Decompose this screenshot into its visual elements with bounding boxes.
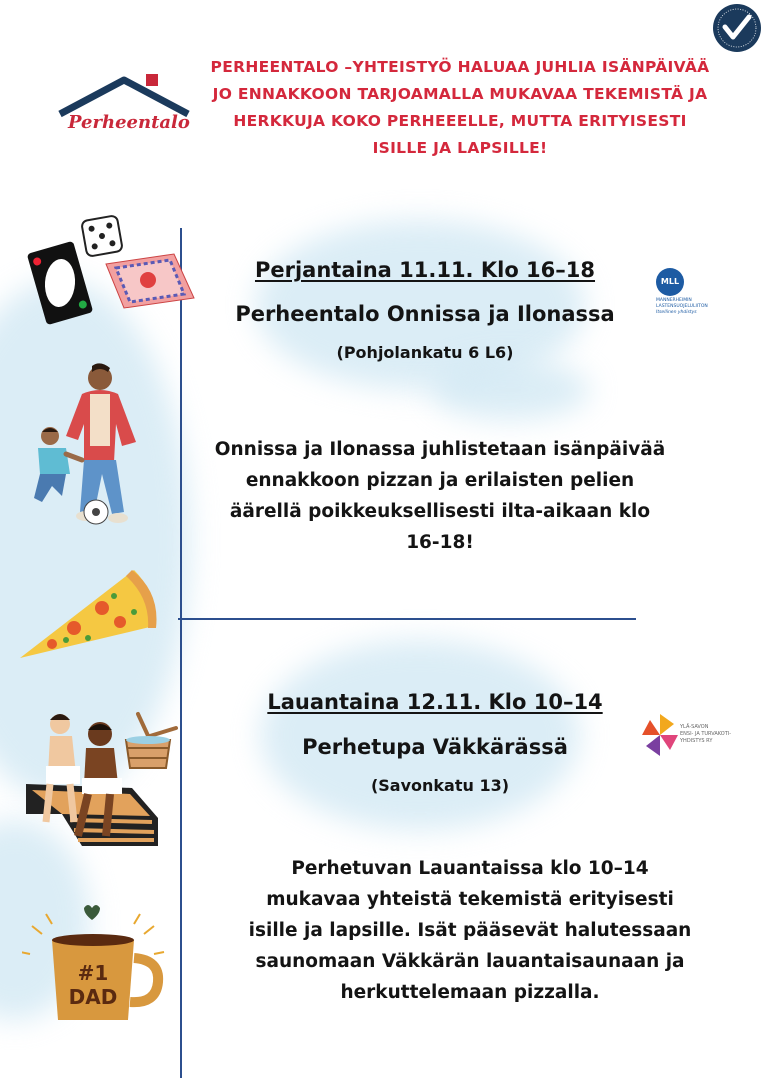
event1-address: (Pohjolankatu 6 L6) [336,343,514,362]
pinwheel-icon [640,712,680,758]
horizontal-divider [178,618,636,620]
event2-date: Lauantaina 12.11. Klo 10–14 [267,690,603,714]
dad-mug-icon [22,904,170,1028]
event2-body [200,853,740,1008]
event2-place: Perhetupa Väkkärässä [302,735,568,759]
mug-text-line1: #1 [77,961,109,985]
intro-heading [190,54,730,162]
event1-place: Perheentalo Onnissa ja Ilonassa [235,302,615,326]
father-son-soccer-icon [26,362,152,534]
ensi-turvakoti-logo [640,712,750,760]
event1-body-line: äärellä poikkeuksellisesti ilta-aikaan klo [229,501,651,522]
mll-logo [656,268,740,318]
pizza-slice-icon [16,566,162,664]
event2-address: (Savonkatu 13) [370,776,510,795]
intro-line: ISILLE JA LAPSILLE! [372,139,548,157]
event1-body-line: Onnissa ja Ilonassa juhlistetaan isänpäivää [214,439,666,460]
mll-logo-line: LASTENSUOJELULIITON [656,304,708,309]
event1-body [190,434,690,558]
event2-body-line: herkuttelemaan pizzalla. [340,982,600,1003]
mug-text-line2: DAD [68,985,118,1009]
event1-body-line: 16-18! [406,532,474,553]
event1-date: Perjantaina 11.11. Klo 16–18 [254,258,596,282]
ensi-logo-line: YLÄ-SAVON [680,724,709,730]
mll-logo-abbr: MLL [656,268,684,296]
event1-body-line: ennakkoon pizzan ja erilaisten pelien [245,470,635,491]
event2-body-line: saunomaan Väkkärän lauantaisaunaan ja [255,951,685,972]
mll-logo-line: MANNERHEIMIN [656,298,692,303]
intro-line: JO ENNAKKOON TARJOAMALLA MUKAVAA TEKEMISTÄ JA [212,85,708,103]
intro-line: PERHEENTALO –YHTEISTYÖ HALUAA JUHLIA ISÄNPÄIVÄÄ [210,58,710,76]
event2-body-line: isille ja lapsille. Isät pääsevät halutessaan [248,920,692,941]
vertical-divider [180,228,182,1078]
ensi-logo-line: YHDISTYS RY [680,738,713,744]
event2-body-line: Perhetuvan Lauantaissa klo 10–14 [291,858,649,879]
mll-logo-line: Itsellinen yhdistys [656,310,697,315]
perheentalo-logo [56,72,192,142]
verified-badge-icon [712,3,762,53]
board-game-icon [102,250,198,312]
sauna-bucket-icon [120,710,180,772]
ensi-logo-line: ENSI- JA TURVAKOTI- [680,731,732,737]
logo-text: Perheentalo [68,112,190,133]
watercolor-blob-small [430,360,590,420]
event2-body-line: mukavaa yhteistä tekemistä erityisesti [266,889,674,910]
intro-line: HERKKUJA KOKO PERHEEELLE, MUTTA ERITYISESTI [233,112,687,130]
